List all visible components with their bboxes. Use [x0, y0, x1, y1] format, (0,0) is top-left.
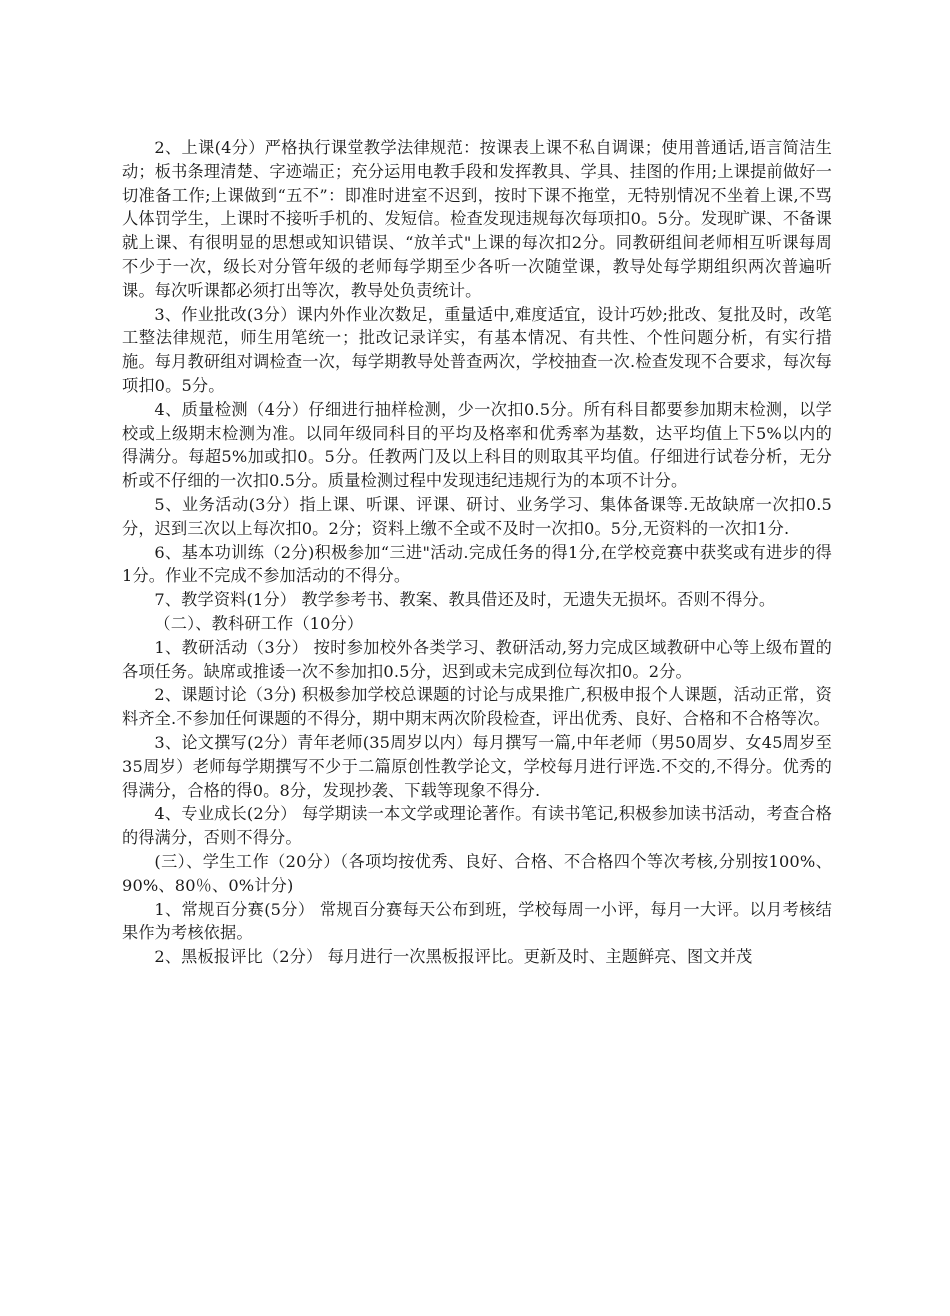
paragraph-routine-competition: 1、常规百分赛(5分） 常规百分赛每天公布到班，学校每周一小评，每月一大评。以月考核结果作为考核依据。 — [122, 899, 832, 943]
document-body — [122, 136, 832, 969]
paragraph-professional-activities: 5、业务活动(3分）指上课、听课、评课、研讨、业务学习、集体备课等.无故缺席一次扣0.5分，迟到三次以上每次扣0。2分；资料上缴不全或不及时一次扣0。5分,无资料的一次扣1分. — [122, 494, 832, 538]
paragraph-professional-growth: 4、专业成长(2分） 每学期读一本文学或理论著作。有读书笔记,积极参加读书活动，考查合格的得满分，否则不得分。 — [122, 804, 832, 848]
paragraph-basic-skills-training: 6、基本功训练（2分)积极参加“三进"活动.完成任务的得1分,在学校竞赛中获奖或有进步的得1分。作业不完成不参加活动的不得分。 — [122, 542, 832, 586]
paragraph-homework-grading: 3、作业批改(3分）课内外作业次数足，重量适中,难度适宜，设计巧妙;批改、复批及时，改笔工整法律规范，师生用笔统一；批改记录详实，有基本情况、有共性、个性问题分析，有实行措施。每月教研组对调检查一次，每学期教导处普查两次，学校抽查一次.检查发现不合要求，每次每项扣0。5分。 — [122, 304, 832, 395]
paragraph-blackboard-review: 2、黑板报评比（2分） 每月进行一次黑板报评比。更新及时、主题鲜亮、图文并茂 — [154, 947, 753, 967]
section-heading-student-work: (三）、学生工作（20分）（各项均按优秀、良好、合格、不合格四个等次考核,分别按100%、90%、80％、0%计分) — [122, 851, 832, 895]
paragraph-class-teaching: 2、上课(4分）严格执行课堂教学法律规范：按课表上课不私自调课；使用普通话,语言简洁生动；板书条理清楚、字迹端正；充分运用电教手段和发挥教具、学具、挂图的作用;上课提前做好一切准备工作;上课做到“五不”：即准时进室不迟到，按时下课不拖堂，无特别情况不坐着上课,不骂人体罚学生，上课时不接听手机的、发短信。检查发现违规每次每项扣0。5分。发现旷课、不备课就上课、有很明显的思想或知识错误、“放羊式"上课的每次扣2分。同教研组间老师相互听课每周不少于一次，级长对分管年级的老师每学期至少各听一次随堂课，教导处每学期组织两次普遍听课。每次听课都必须打出等次，教导处负责统计。 — [122, 138, 832, 300]
paragraph-quality-testing: 4、质量检测（4分）仔细进行抽样检测，少一次扣0.5分。所有科目都要参加期末检测，以学校或上级期末检测为准。以同年级同科目的平均及格率和优秀率为基数，达平均值上下5%以内的得满分。每超5%加或扣0。5分。任教两门及以上科目的则取其平均值。仔细进行试卷分析，无分析或不仔细的一次扣0.5分。质量检测过程中发现违纪违规行为的本项不计分。 — [122, 399, 832, 491]
paragraph-topic-discussion: 2、课题讨论（3分) 积极参加学校总课题的讨论与成果推广,积极申报个人课题，活动正常，资料齐全.不参加任何课题的不得分，期中期末两次阶段检查，评出优秀、良好、合格和不合格等次。 — [122, 685, 832, 729]
paragraph-research-activities: 1、教研活动（3分） 按时参加校外各类学习、教研活动,努力完成区域教研中心等上级布置的各项任务。缺席或推诿一次不参加扣0.5分，迟到或未完成到位每次扣0。2分。 — [122, 637, 832, 681]
paragraph-paper-writing: 3、论文撰写(2分）青年老师(35周岁以内）每月撰写一篇,中年老师（男50周岁、女45周岁至35周岁）老师每学期撰写不少于二篇原创性教学论文，学校每月进行评选.不交的,不得分。优秀的得满分，合格的得0。8分，发现抄袭、下载等现象不得分. — [122, 732, 832, 800]
section-heading-research-work: （二）、教科研工作（10分） — [154, 613, 364, 633]
paragraph-teaching-materials: 7、教学资料(1分） 教学参考书、教案、教具借还及时，无遗失无损坏。否则不得分。 — [154, 590, 776, 610]
